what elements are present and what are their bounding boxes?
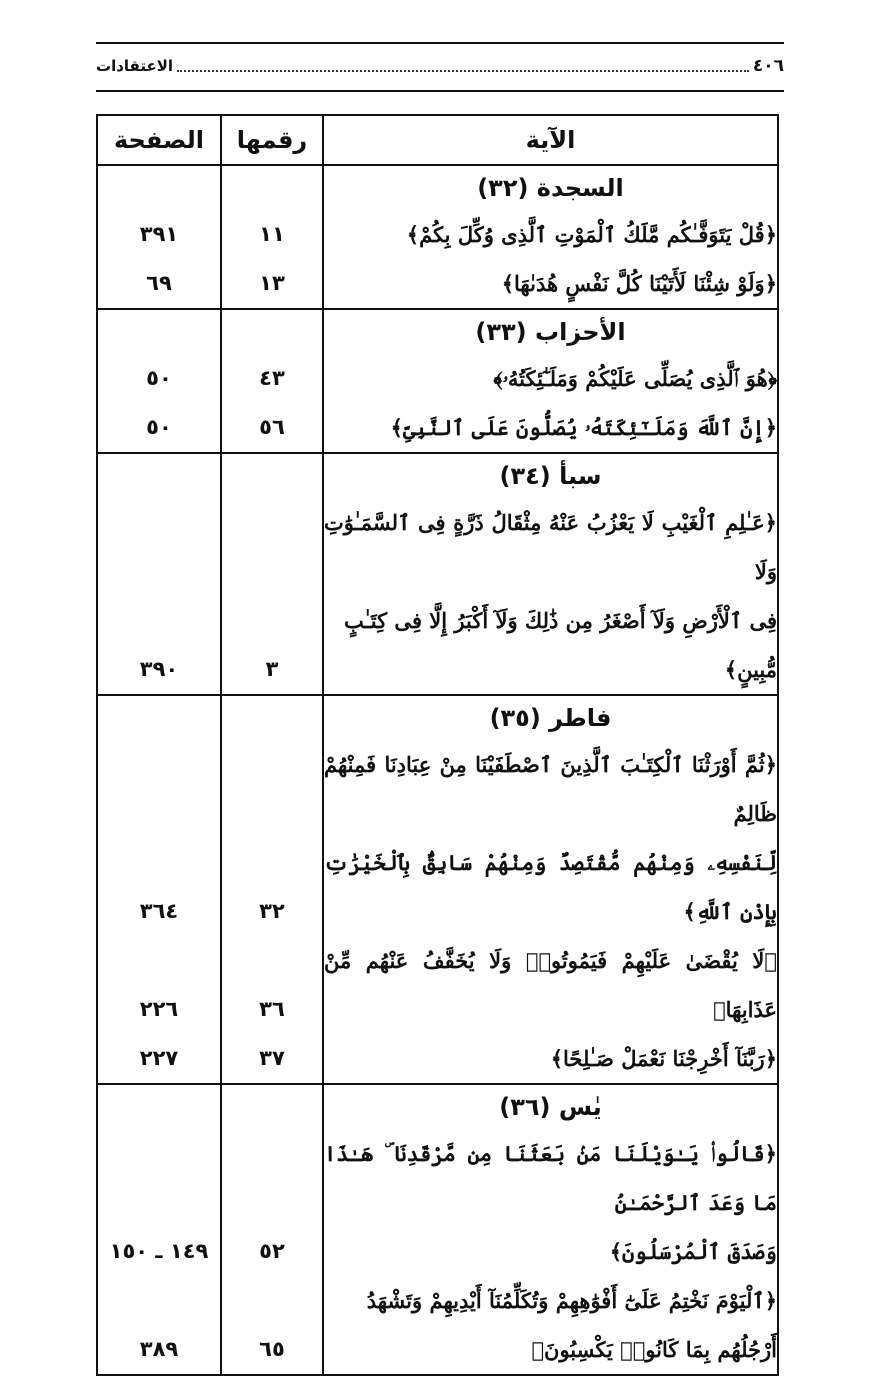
page-reference: ٥٠ xyxy=(146,415,172,439)
aya-cell xyxy=(323,498,778,695)
column-header-aya: الآية xyxy=(323,115,778,165)
verse-number: ٦٥ xyxy=(259,1337,285,1361)
page-reference: ٢٢٦ xyxy=(139,997,179,1021)
verse-number: ٣٢ xyxy=(259,899,285,923)
surah-row xyxy=(97,695,778,740)
surah-heading: يٰس (٣٦) xyxy=(499,1093,602,1121)
verse-line: أَرْجُلُهُم بِمَا كَانُوا۟ يَكْسِبُونَ﴾ xyxy=(531,1337,777,1362)
page-reference: ٥٠ xyxy=(146,366,172,390)
surah-heading: فاطر (٣٥) xyxy=(489,704,612,732)
surah-row xyxy=(97,1084,778,1129)
surah-heading: سبأ (٣٤) xyxy=(499,462,602,490)
verse-line: ﴿رَبَّنَآ أَخْرِجْنَا نَعْمَلْ صَـٰلِحًا﴾ xyxy=(550,1046,777,1071)
header-leader-dots xyxy=(177,60,749,72)
verse-line: وَصَدَقَ ٱلْمُرْسَلُونَ﴾ xyxy=(609,1239,777,1264)
table-row xyxy=(97,210,778,259)
page-number: ٤٠٦ xyxy=(752,56,784,76)
surah-heading: الأحزاب (٣٣) xyxy=(475,318,626,346)
table-row xyxy=(97,1129,778,1276)
table-row xyxy=(97,1034,778,1084)
page-reference: ٣٦٤ xyxy=(139,899,179,923)
aya-cell xyxy=(323,259,778,309)
table-row xyxy=(97,259,778,309)
column-header-number: رقمها xyxy=(221,115,323,165)
aya-cell xyxy=(323,1276,778,1375)
verse-line: ﴿إِنَّ ٱللَّهَ وَمَلَـٰٓئِكَتَهُۥ يُصَلُّونَ عَلَى ٱلنَّبِىِّ﴾ xyxy=(390,415,777,440)
verse-number: ١١ xyxy=(259,222,285,246)
running-header xyxy=(96,42,784,92)
verse-line: لِّنَفْسِهِۦ وَمِنْهُم مُّقْتَصِدٌ وَمِنْهُمْ سَابِقٌۢ بِٱلْخَيْرَٰتِ بِإِذْنِ ٱللَّهِ﴾ xyxy=(324,850,777,924)
verse-number: ٣ xyxy=(265,657,279,681)
surah-heading: السجدة (٣٢) xyxy=(477,174,624,202)
table-header-row xyxy=(97,115,778,165)
table-row xyxy=(97,403,778,453)
page-reference: ٣٩٠ xyxy=(139,657,179,681)
aya-cell xyxy=(323,354,778,403)
page-reference: ٦٩ xyxy=(146,271,172,295)
page-reference: ٢٢٧ xyxy=(139,1046,179,1070)
verse-line: ﴿عَـٰلِمِ ٱلْغَيْبِ لَا يَعْزُبُ عَنْهُ مِثْقَالُ ذَرَّةٍ فِى ٱلسَّمَـٰوَٰتِ وَلَا xyxy=(324,510,777,584)
verse-number: ١٣ xyxy=(259,271,285,295)
verse-number: ٥٦ xyxy=(259,415,285,439)
table-row xyxy=(97,354,778,403)
verse-line: ﴿ثُمَّ أَوْرَثْنَا ٱلْكِتَـٰبَ ٱلَّذِينَ ٱصْطَفَيْنَا مِنْ عِبَادِنَا فَمِنْهُمْ ظَالِمٌ xyxy=(324,752,777,826)
table-row xyxy=(97,936,778,1034)
page-reference: ٣٨٩ xyxy=(139,1337,179,1361)
aya-cell xyxy=(323,936,778,1034)
verse-line: فِى ٱلْأَرْضِ وَلَآ أَصْغَرُ مِن ذَٰلِكَ وَلَآ أَكْبَرُ إِلَّا فِى كِتَـٰبٍ xyxy=(344,608,777,633)
header-bottom-rule xyxy=(96,90,784,92)
verse-index-table xyxy=(96,114,779,1376)
verse-number: ٤٣ xyxy=(259,366,285,390)
aya-cell xyxy=(323,1129,778,1276)
verse-line: ﴿قُلْ يَتَوَفَّـٰكُم مَّلَكُ ٱلْمَوْتِ ٱلَّذِى وُكِّلَ بِكُمْ﴾ xyxy=(406,222,777,247)
verse-number: ٣٧ xyxy=(259,1046,285,1070)
column-header-page: الصفحة xyxy=(97,115,221,165)
surah-row xyxy=(97,309,778,354)
aya-cell xyxy=(323,1034,778,1084)
verse-line: ﴿وَلَوْ شِئْنَا لَأَتَيْنَا كُلَّ نَفْسٍ هُدَىٰهَا﴾ xyxy=(501,271,777,296)
table-row xyxy=(97,1276,778,1375)
aya-cell xyxy=(323,210,778,259)
page-reference: ٣٩١ xyxy=(139,222,179,246)
table-row xyxy=(97,740,778,936)
page-reference: ١٤٩ ـ ١٥٠ xyxy=(109,1239,209,1263)
verse-line: ﴿لَا يُقْضَىٰ عَلَيْهِمْ فَيَمُوتُوا۟ وَلَا يُخَفَّفُ عَنْهُم مِّنْ عَذَابِهَا﴾ xyxy=(324,948,777,1022)
aya-cell xyxy=(323,403,778,453)
verse-line: ﴿ٱلْيَوْمَ نَخْتِمُ عَلَىٰٓ أَفْوَٰهِهِمْ وَتُكَلِّمُنَآ أَيْدِيهِمْ وَتَشْهَدُ xyxy=(366,1288,777,1313)
verse-number: ٣٦ xyxy=(259,997,285,1021)
header-top-rule xyxy=(96,42,784,44)
verse-line: ﴿هُوَ ٱلَّذِى يُصَلِّى عَلَيْكُمْ وَمَلَـٰٓئِكَتُهُۥ﴾ xyxy=(493,366,777,391)
table-body xyxy=(97,165,778,1375)
surah-row xyxy=(97,453,778,498)
running-title: الاعتقادات xyxy=(96,57,174,75)
verse-line: ﴿قَالُوا۟ يَـٰوَيْلَنَا مَنۢ بَعَثَنَا مِن مَّرْقَدِنَا ۜ هَـٰذَا مَا وَعَدَ ٱلرَّحْمَـٰنُ xyxy=(324,1141,777,1215)
verse-number: ٥٢ xyxy=(259,1239,285,1263)
verse-line: مُّبِينٍ﴾ xyxy=(724,657,777,682)
aya-cell xyxy=(323,740,778,936)
surah-row xyxy=(97,165,778,210)
table-row xyxy=(97,498,778,695)
